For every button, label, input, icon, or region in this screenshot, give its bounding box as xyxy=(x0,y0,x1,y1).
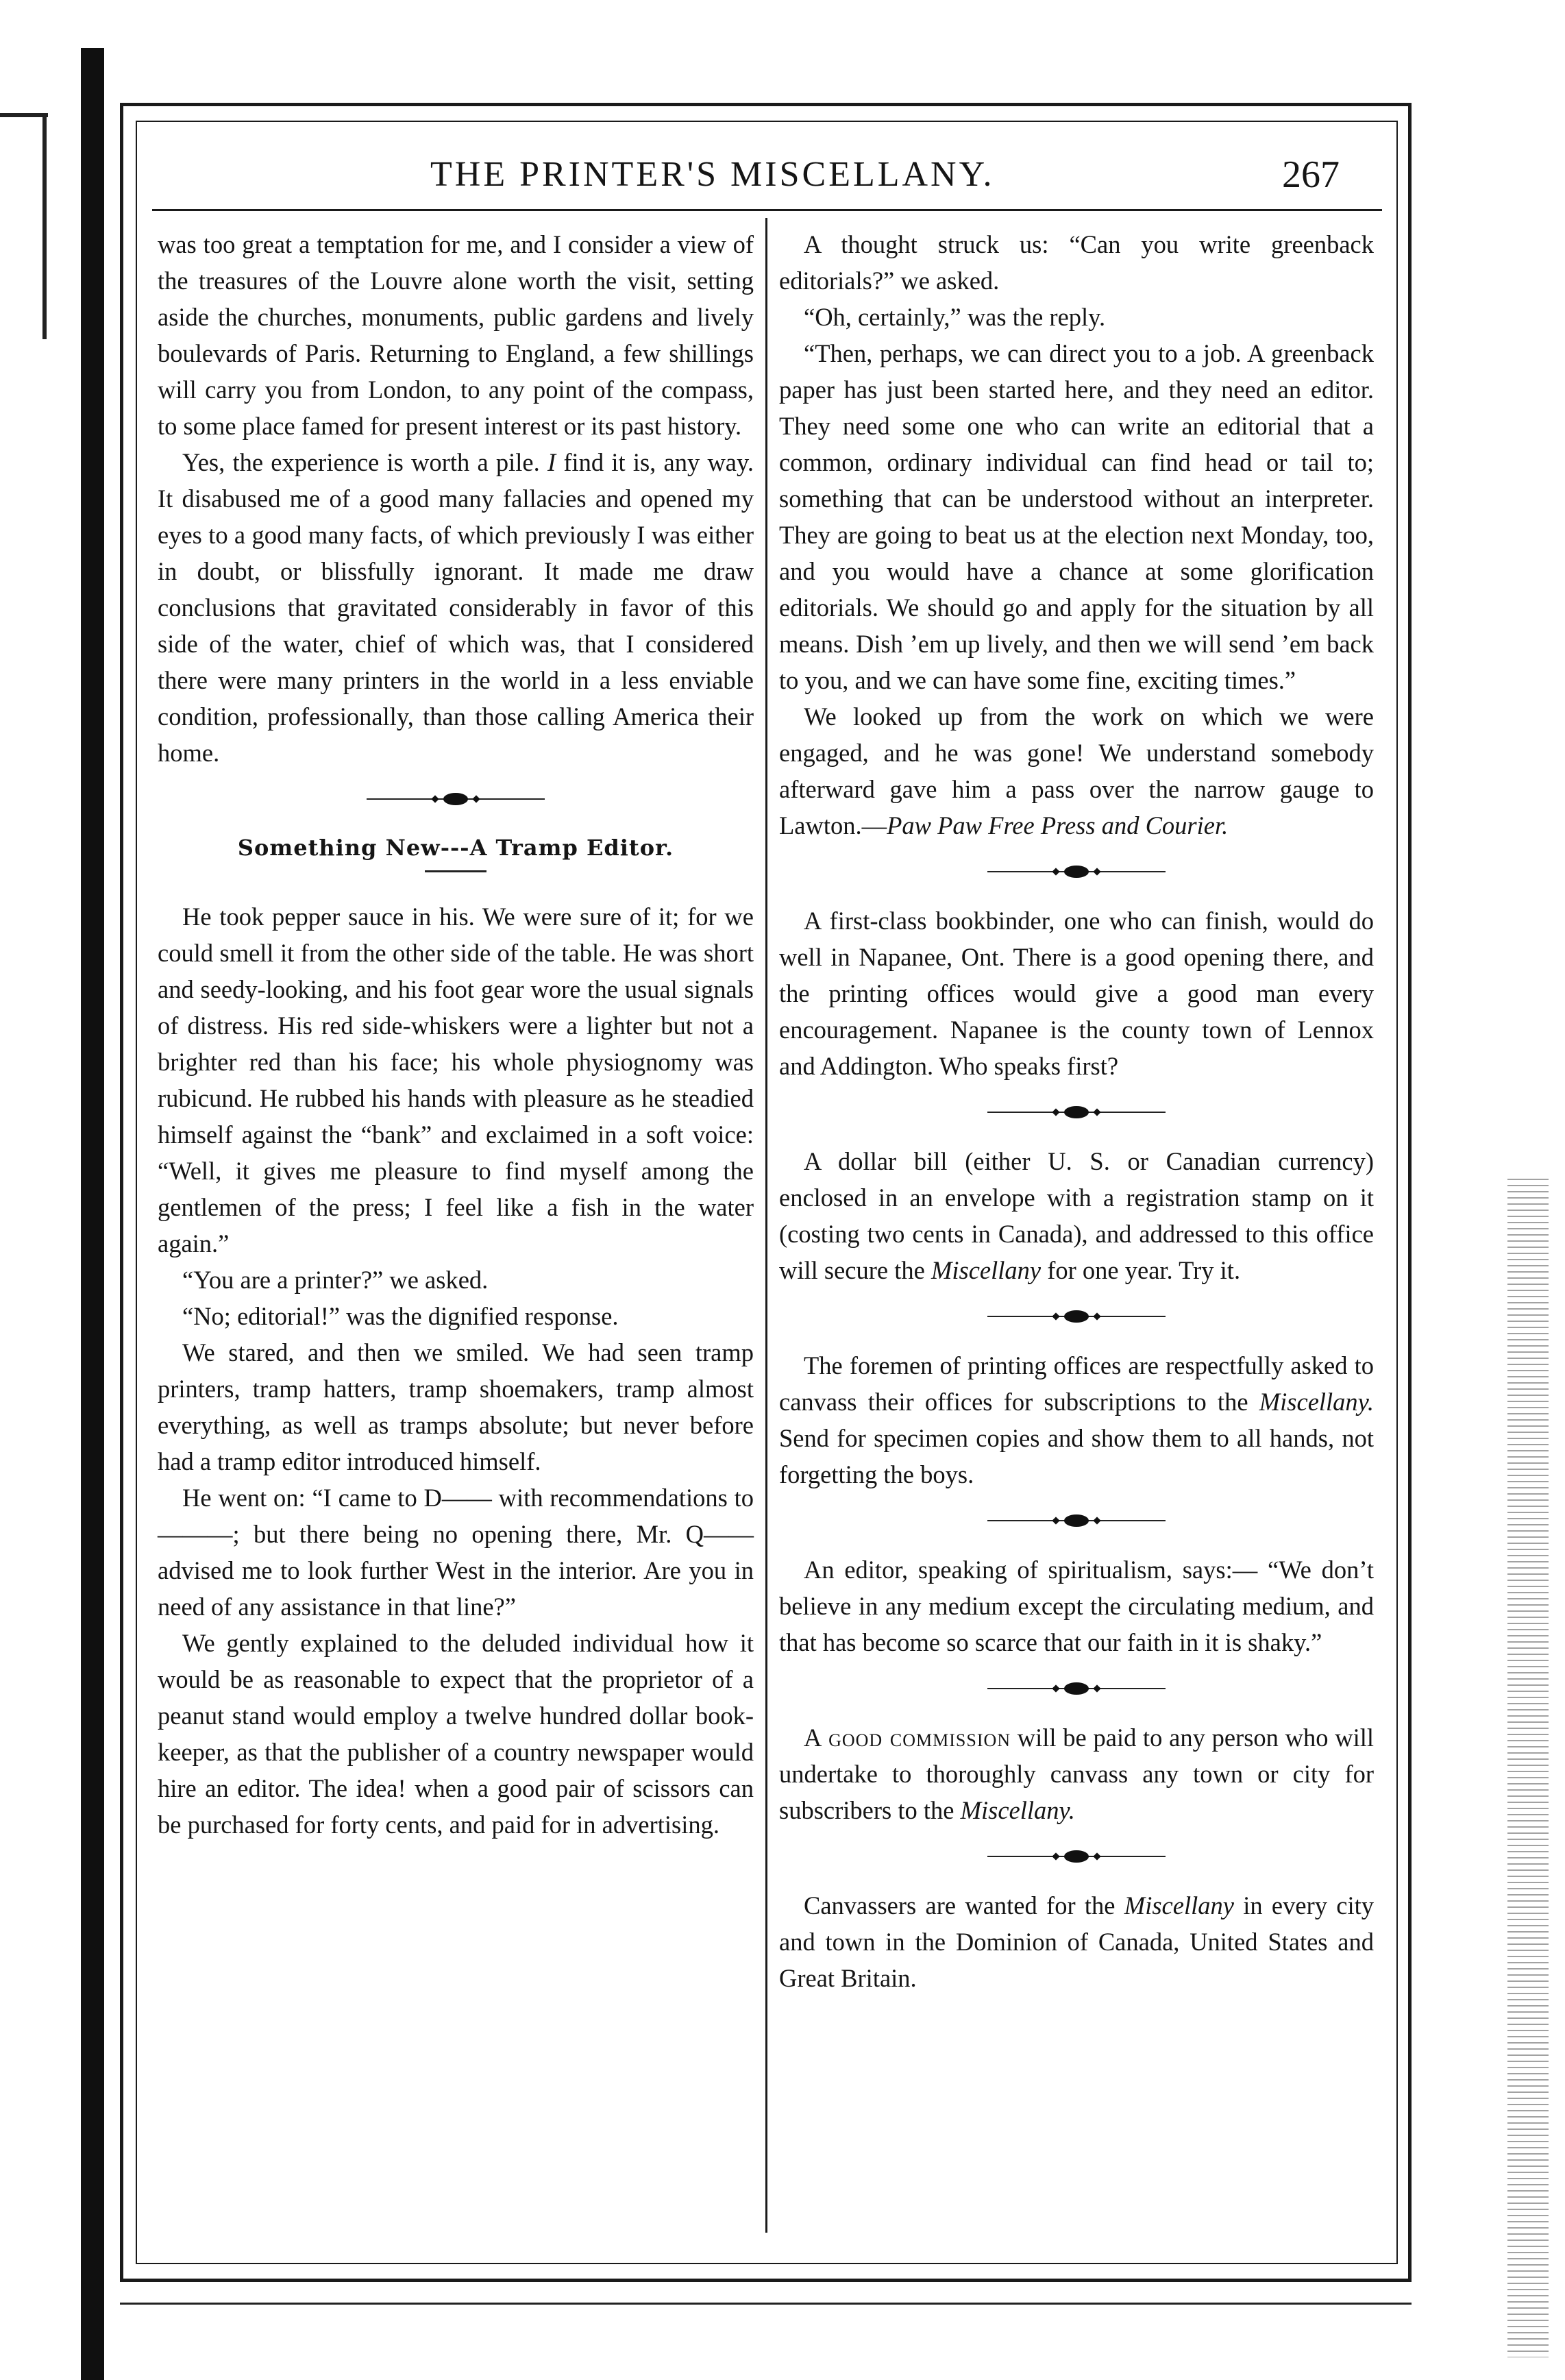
section-ornament xyxy=(987,1306,1166,1327)
right-column xyxy=(779,226,1374,1996)
paragraph: A thought struck us: “Can you write greenback editorials?” we asked. xyxy=(779,230,1374,295)
section-ornament xyxy=(987,1846,1166,1867)
paragraph: We gently explained to the deluded individual how it would be as reasonable to expect that the proprietor of a peanut stand would employ a twelve hundred dollar book-keeper, as that the publisher of a country newspaper would hire an editor. The idea! when a good pair of scissors can be purchased for forty cents, and paid for in advertising. xyxy=(158,1629,754,1839)
paragraph: We looked up from the work on which we were engaged, and he was gone! We understand somebody afterward gave him a pass over the narrow gauge to Lawton.—Paw Paw Free Press and Courier. xyxy=(779,702,1374,839)
paragraph: A first-class bookbinder, one who can finish, would do well in Napanee, Ont. There is a good opening there, and the printing offices would give a good man every encouragement. Napanee is the county town of Lennox and Addington. Who speaks first? xyxy=(779,907,1374,1080)
binding-shadow xyxy=(81,48,104,2380)
page-fold-mark-vertical xyxy=(42,113,47,339)
paragraph: “No; editorial!” was the dignified response. xyxy=(182,1302,619,1330)
paragraph: He went on: “I came to D—— with recommendations to ———; but there being no opening there, Mr. Q—— advised me to look further West in the interior. Are you in need of any assistance in that line?” xyxy=(158,1484,754,1621)
publication-title: THE PRINTER'S MISCELLANY. xyxy=(430,155,995,194)
paragraph: “You are a printer?” we asked. xyxy=(182,1266,489,1294)
left-column xyxy=(158,226,754,1843)
paragraph: An editor, speaking of spiritualism, says:— “We don’t believe in any medium except the circulating medium, and that has become so scarce that our faith in it is shaky.” xyxy=(779,1556,1374,1656)
page-number: 267 xyxy=(1282,154,1340,196)
paragraph: “Oh, certainly,” was the reply. xyxy=(804,303,1106,331)
paragraph: A dollar bill (either U. S. or Canadian currency) enclosed in an envelope with a registration stamp on it (costing two cents in Canada), and addressed to this office will secure the Miscellany for one year. Try it. xyxy=(779,1147,1374,1284)
paragraph: The foremen of printing offices are respectfully asked to canvass their offices for subscriptions to the Miscellany. Send for specimen copies and show them to all hands, not forgetting the boys. xyxy=(779,1351,1374,1488)
section-ornament xyxy=(987,1102,1166,1122)
paragraph: A good commission will be paid to any person who will undertake to thoroughly canvass any town or city for subscribers to the Miscellany. xyxy=(779,1723,1374,1824)
paragraph: “Then, perhaps, we can direct you to a job. A greenback paper has just been started here, and they need an editor. They need some one who can write an editorial that a common, ordinary individual can find head or tail to; something that can be understood without an interpreter. They are going to beat us at the election next Monday, too, and you would have a chance at some glorification editorials. We should go and apply for the situation by all means. Dish ’em up lively, and then we will send ’em back to you, and we can have some fine, exciting times.” xyxy=(779,339,1374,694)
section-ornament xyxy=(987,861,1166,882)
section-ornament xyxy=(987,1678,1166,1699)
heading-rule xyxy=(425,870,486,872)
header-rule xyxy=(152,209,1382,211)
article-heading: Something New---A Tramp Editor. xyxy=(237,835,674,861)
section-ornament xyxy=(367,789,545,809)
paragraph: Canvassers are wanted for the Miscellany in every city and town in the Dominion of Canada, United States and Great Britain. xyxy=(779,1891,1374,1992)
paragraph: Yes, the experience is worth a pile. I find it is, any way. It disabused me of a good many fallacies and opened my eyes to a good many facts, of which previously I was either in doubt, or blissfully ignorant. It made me draw conclusions that gravitated considerably in favor of this side of the water, chief of which was, that I considered there were many printers in the world in a less enviable condition, professionally, than those calling America their home. xyxy=(158,448,754,767)
running-header xyxy=(136,147,1398,202)
paragraph: was too great a temptation for me, and I consider a view of the treasures of the Louvre alone worth the visit, setting aside the churches, monuments, public gardens and lively boulevards of Paris. Returning to England, a few shillings will carry you from London, to any point of the compass, to some place famed for present interest or its past history. xyxy=(158,230,754,440)
page-fold-mark xyxy=(0,113,48,117)
scan-edge-artifact xyxy=(1507,1179,1549,2357)
paragraph: We stared, and then we smiled. We had seen tramp printers, tramp hatters, tramp shoemakers, tramp almost everything, as well as tramps absolute; but never before had a tramp editor introduced himself. xyxy=(158,1338,754,1475)
column-divider xyxy=(765,218,767,2233)
section-ornament xyxy=(987,1510,1166,1531)
bottom-rule xyxy=(120,2303,1412,2305)
paragraph: He took pepper sauce in his. We were sure of it; for we could smell it from the other side of the table. He was short and seedy-looking, and his foot gear wore the usual signals of distress. His red side-whiskers were a lighter but not a brighter red than his face; his whole physiognomy was rubicund. He rubbed his hands with pleasure as he steadied himself against the “bank” and exclaimed in a soft voice: “Well, it gives me pleasure to find myself among the gentlemen of the press; I feel like a fish in the water again.” xyxy=(158,903,754,1258)
